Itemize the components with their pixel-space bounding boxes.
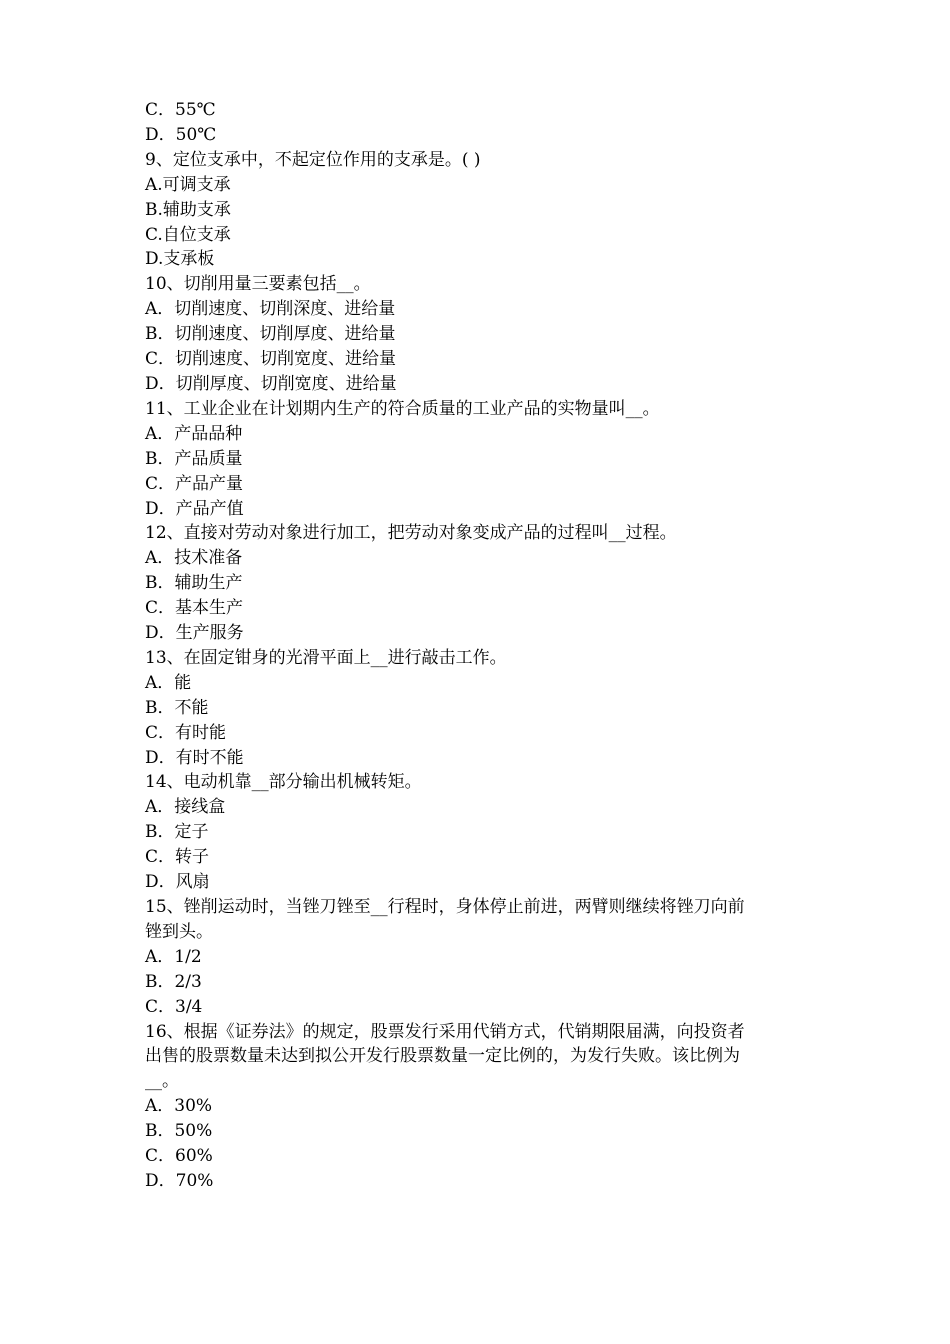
question-text: 14、电动机靠__部分输出机械转矩。 bbox=[145, 772, 422, 793]
answer-option: C．基本生产 bbox=[145, 598, 244, 619]
answer-option: C．切削速度、切削宽度、进给量 bbox=[145, 349, 397, 370]
document-page bbox=[145, 98, 815, 1194]
answer-option: D．风扇 bbox=[145, 872, 210, 893]
answer-option: B.辅助支承 bbox=[145, 199, 231, 220]
question-text: 10、切削用量三要素包括__。 bbox=[145, 274, 371, 295]
answer-option: D.支承板 bbox=[145, 249, 215, 270]
answer-option: A．能 bbox=[145, 672, 192, 693]
question-text: 13、在固定钳身的光滑平面上__进行敲击工作。 bbox=[145, 647, 507, 668]
question-text: 锉到头。 bbox=[145, 921, 213, 942]
answer-option: D．70% bbox=[145, 1170, 214, 1191]
answer-option: A．30% bbox=[145, 1096, 213, 1117]
question-text: 12、直接对劳动对象进行加工，把劳动对象变成产品的过程叫__过程。 bbox=[145, 523, 677, 544]
question-text: __。 bbox=[145, 1071, 179, 1092]
answer-option: D．50℃ bbox=[145, 124, 217, 145]
answer-option: C.自位支承 bbox=[145, 224, 231, 245]
answer-option: B．定子 bbox=[145, 822, 209, 843]
answer-option: D．生产服务 bbox=[145, 623, 244, 644]
answer-option: D．切削厚度、切削宽度、进给量 bbox=[145, 373, 397, 394]
answer-option: B．不能 bbox=[145, 697, 209, 718]
answer-option: A.可调支承 bbox=[145, 174, 231, 195]
answer-option: C．转子 bbox=[145, 847, 210, 868]
answer-option: C．产品产量 bbox=[145, 473, 244, 494]
answer-option: A．产品品种 bbox=[145, 423, 243, 444]
question-text: 出售的股票数量未达到拟公开发行股票数量一定比例的，为发行失败。该比例为 bbox=[145, 1046, 740, 1067]
question-text: 11、工业企业在计划期内生产的符合质量的工业产品的实物量叫__。 bbox=[145, 398, 660, 419]
answer-option: A．技术准备 bbox=[145, 548, 243, 569]
question-text: 15、锉削运动时，当锉刀锉至__行程时，身体停止前进，两臂则继续将锉刀向前 bbox=[145, 897, 745, 917]
answer-option: A．接线盒 bbox=[145, 797, 226, 818]
answer-option: C．3/4 bbox=[145, 996, 203, 1017]
answer-option: D．产品产值 bbox=[145, 498, 244, 519]
question-text: 16、根据《证券法》的规定，股票发行采用代销方式，代销期限届满，向投资者 bbox=[145, 1021, 745, 1042]
answer-option: B．2/3 bbox=[145, 971, 202, 992]
answer-option: C．有时能 bbox=[145, 722, 227, 743]
answer-option: C．60% bbox=[145, 1146, 213, 1167]
answer-option: B．切削速度、切削厚度、进给量 bbox=[145, 324, 396, 345]
answer-option: B．辅助生产 bbox=[145, 573, 243, 594]
question-text: 9、定位支承中，不起定位作用的支承是。( ) bbox=[145, 149, 481, 170]
answer-option: B．50% bbox=[145, 1121, 213, 1142]
answer-option: A．切削速度、切削深度、进给量 bbox=[145, 299, 396, 320]
answer-option: A．1/2 bbox=[145, 946, 202, 967]
answer-option: C．55℃ bbox=[145, 100, 216, 120]
answer-option: D．有时不能 bbox=[145, 747, 244, 768]
answer-option: B．产品质量 bbox=[145, 448, 243, 469]
